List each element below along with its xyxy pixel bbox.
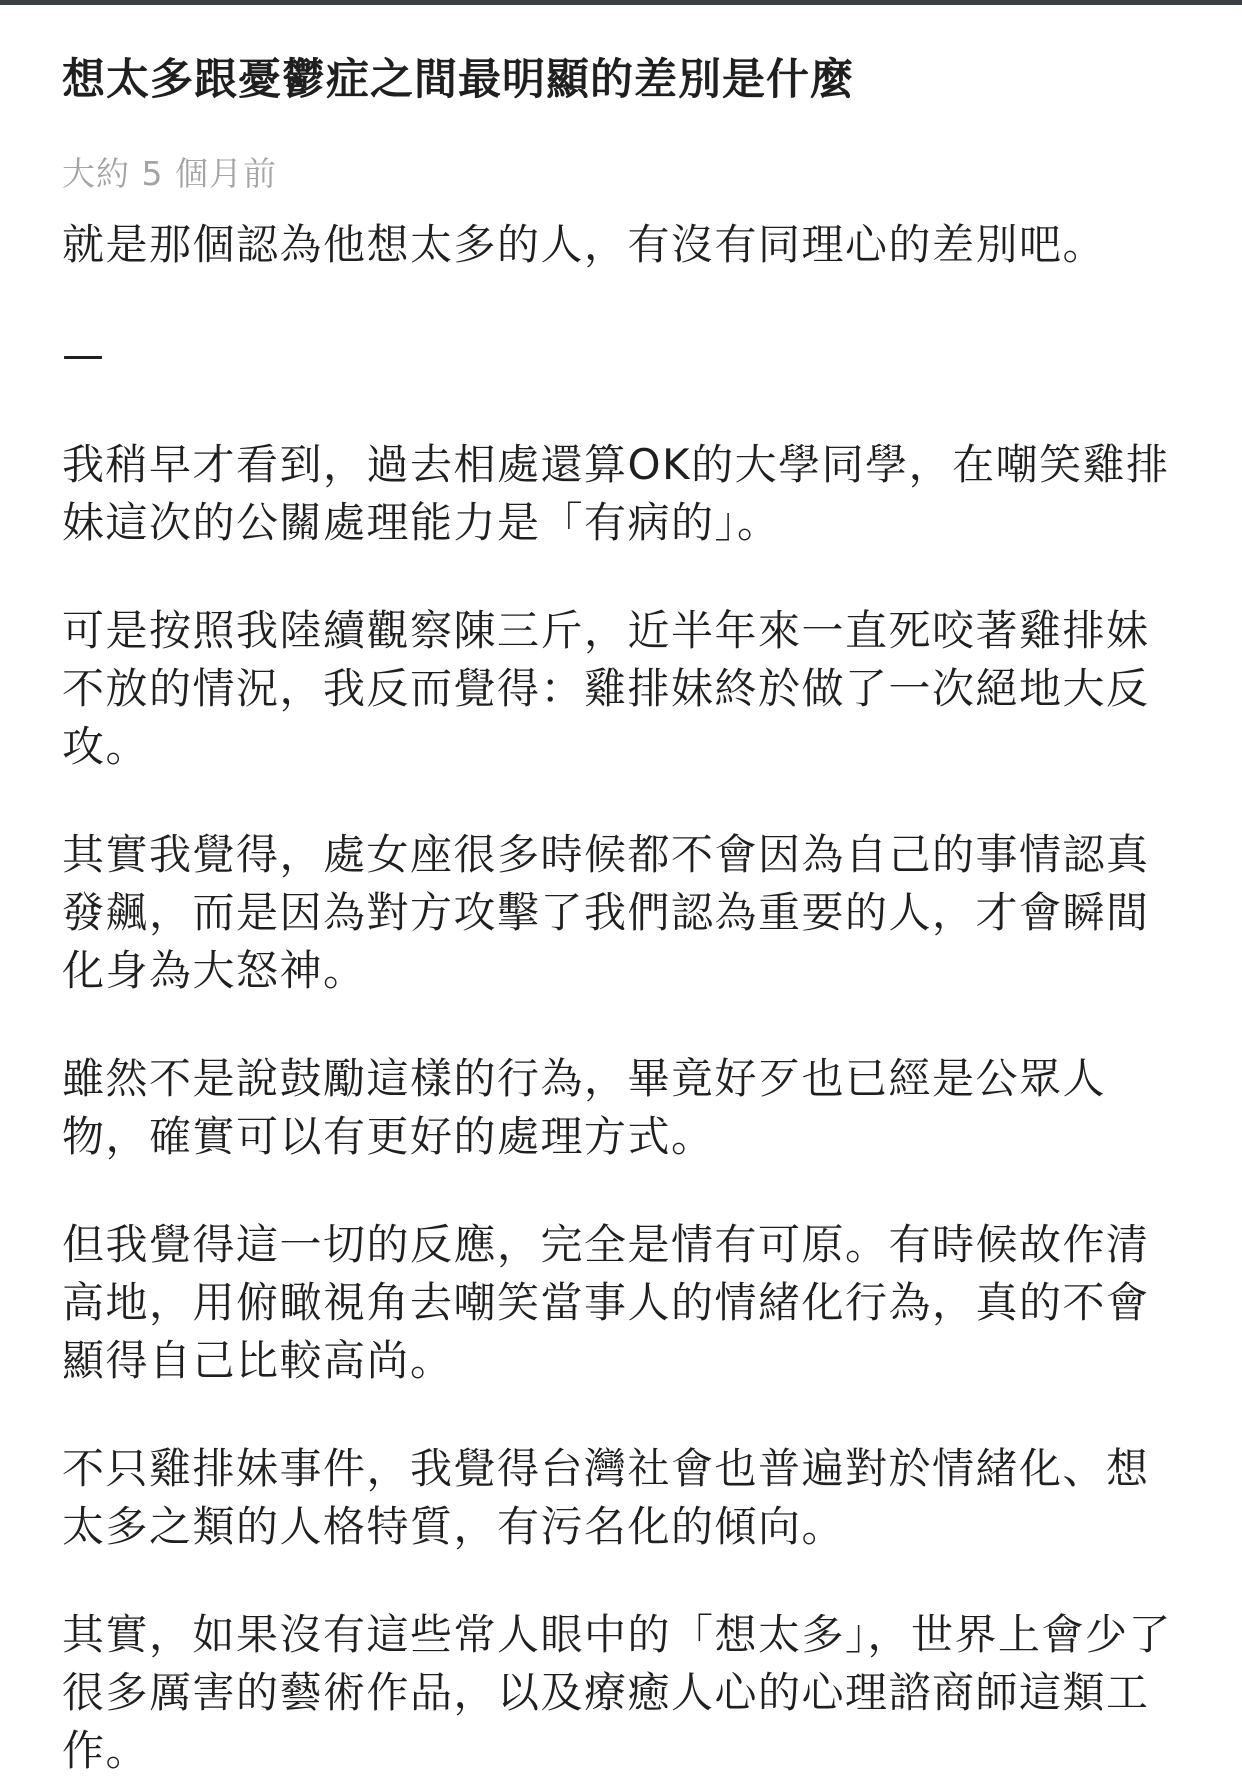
paragraph: 我稍早才看到，過去相處還算OK的大學同學，在嘲笑雞排妹這次的公關處理能力是「有病的」。 (62, 440, 1170, 547)
paragraph: 其實，如果沒有這些常人眼中的「想太多」，世界上會少了很多厲害的藝術作品，以及療癒人心的心理諮商師這類工作。 (62, 1610, 1173, 1775)
post-content (62, 48, 1182, 1780)
paragraph: 不只雞排妹事件，我覺得台灣社會也普遍對於情緒化、想太多之類的人格特質，有污名化的傾向。 (62, 1444, 1150, 1551)
post-title: 想太多跟憂鬱症之間最明顯的差別是什麼 (62, 55, 854, 105)
paragraph-divider: — (62, 330, 106, 379)
paragraph: 雖然不是說鼓勵這樣的行為，畢竟好歹也已經是公眾人物，確實可以有更好的處理方式。 (62, 1054, 1107, 1161)
paragraph: 但我覺得這一切的反應，完全是情有可原。有時候故作清高地，用俯瞰視角去嘲笑當事人的情緒化行為，真的不會顯得自己比較高尚。 (62, 1220, 1150, 1385)
paragraph: 可是按照我陸續觀察陳三斤，近半年來一直死咬著雞排妹不放的情況，我反而覺得：雞排妹終於做了一次絕地大反攻。 (62, 606, 1150, 771)
paragraph: 其實我覺得，處女座很多時候都不會因為自己的事情認真發飆，而是因為對方攻擊了我們認為重要的人，才會瞬間化身為大怒神。 (62, 830, 1150, 995)
paragraph: 就是那個認為他想太多的人，有沒有同理心的差別吧。 (62, 220, 1107, 269)
post-timestamp: 大約 5 個月前 (62, 154, 277, 193)
post-body (62, 216, 1182, 1780)
top-bar-edge (0, 0, 1242, 5)
